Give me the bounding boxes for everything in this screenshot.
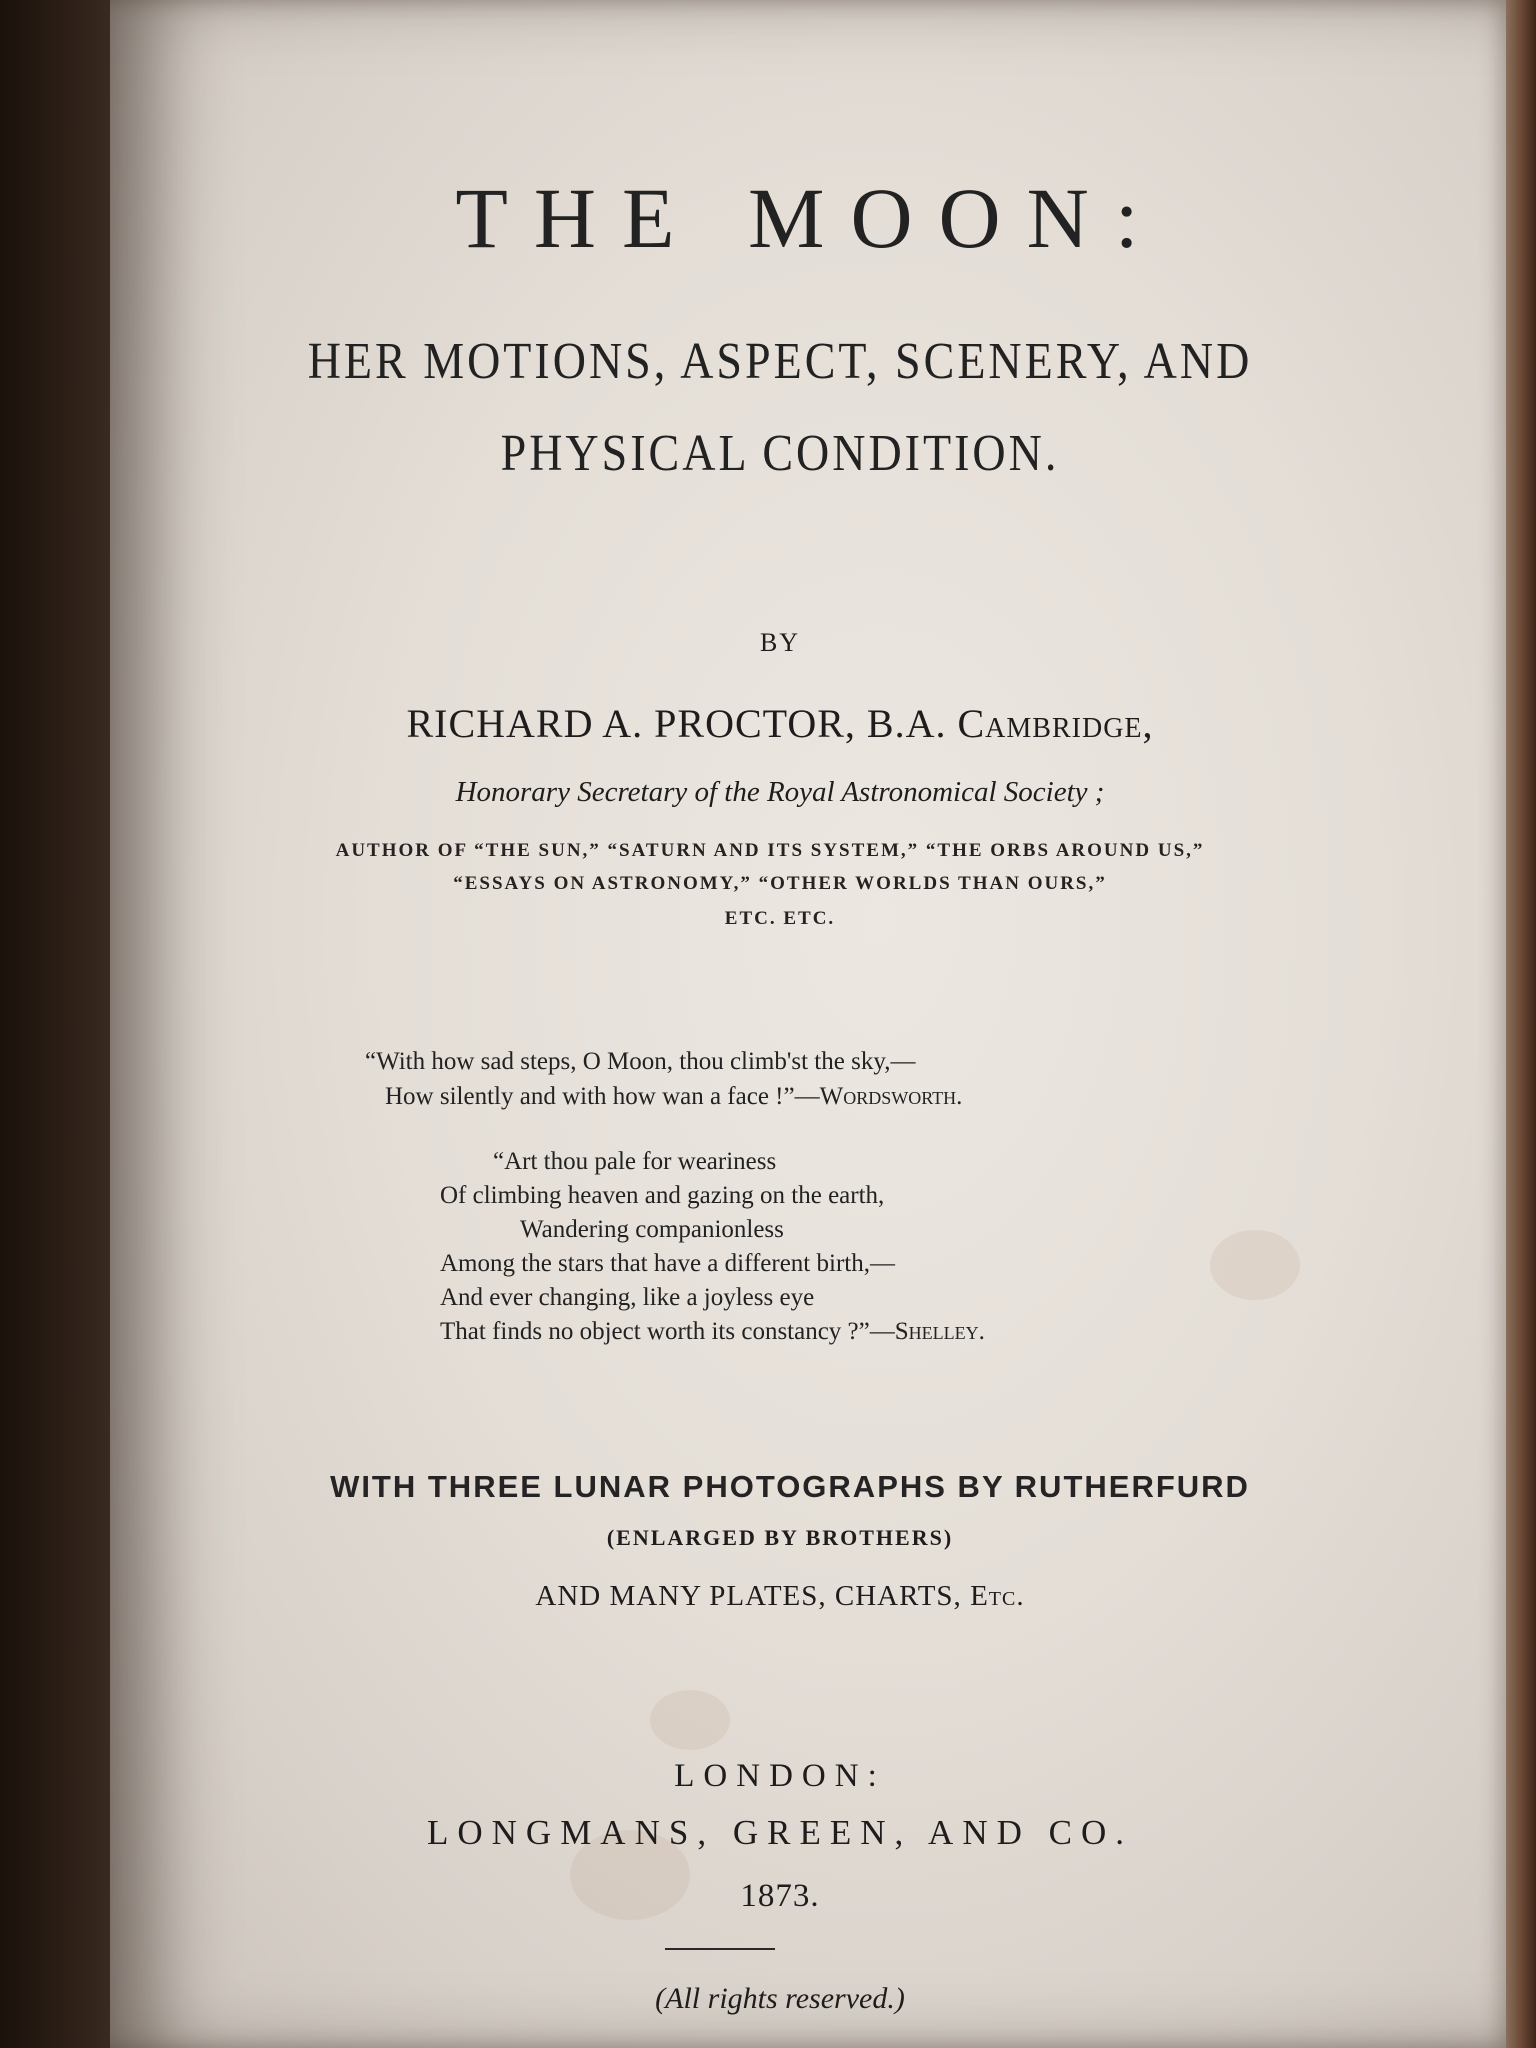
- byline: BY: [759, 628, 801, 657]
- author-honorary-title: Honorary Secretary of the Royal Astronomical Society ;: [455, 776, 1105, 808]
- book-cover-edge: [1506, 0, 1536, 2048]
- subtitle-line-1: HER MOTIONS, ASPECT, SCENERY, AND: [307, 331, 1253, 390]
- book-title: THE MOON:: [455, 170, 1165, 266]
- imprint-year: 1873.: [740, 1878, 820, 1914]
- shelley-line-4: Among the stars that have a different birth,—: [440, 1250, 895, 1277]
- shelley-line-1: “Art thou pale for weariness: [493, 1148, 777, 1175]
- author-name: RICHARD A. PROCTOR, B.A.: [406, 701, 947, 746]
- illustrations-line-2: (ENLARGED BY BROTHERS): [606, 1525, 954, 1550]
- author-college: Cambridge,: [957, 701, 1154, 746]
- wordsworth-line-2-text: How silently and with how wan a face !”—: [385, 1083, 820, 1110]
- illustrations-line-3: [80, 1580, 1480, 1613]
- shelley-line-5: And ever changing, like a joyless eye: [440, 1284, 815, 1311]
- imprint-publisher: LONGMANS, GREEN, AND CO.: [426, 1813, 1134, 1852]
- author-line: [80, 700, 1480, 747]
- shelley-line-6-text: That finds no object worth its constancy ?”—: [440, 1318, 895, 1345]
- shelley-line-2: Of climbing heaven and gazing on the earth,: [440, 1182, 885, 1209]
- rights-notice: (All rights reserved.): [655, 1982, 905, 2015]
- author-works-line-2: “ESSAYS ON ASTRONOMY,” “OTHER WORLDS THAN OURS,”: [453, 873, 1107, 894]
- shelley-line-6: [440, 1318, 985, 1346]
- page-content: [110, 0, 1510, 2048]
- subtitle-line-2: PHYSICAL CONDITION.: [500, 423, 1060, 482]
- author-works-line-3: ETC. ETC.: [724, 908, 836, 929]
- plates-text: AND MANY PLATES, CHARTS,: [535, 1580, 962, 1612]
- wordsworth-line-2: [385, 1083, 962, 1111]
- author-works-line-1: AUTHOR OF “THE SUN,” “SATURN AND ITS SYSTEM,” “THE ORBS AROUND US,”: [335, 840, 1205, 861]
- imprint-city: LONDON:: [674, 1758, 886, 1794]
- plates-etc: Etc.: [970, 1580, 1025, 1612]
- illustrations-line-1: WITH THREE LUNAR PHOTOGRAPHS BY RUTHERFURD: [330, 1469, 1250, 1504]
- divider-rule: [665, 1948, 775, 1950]
- shelley-line-3: Wandering companionless: [520, 1216, 784, 1243]
- title-page: [110, 0, 1510, 2048]
- shelley-attribution: Shelley.: [894, 1318, 985, 1345]
- wordsworth-line-1: “With how sad steps, O Moon, thou climb'st the sky,—: [365, 1048, 916, 1075]
- wordsworth-attribution: Wordsworth.: [819, 1083, 963, 1110]
